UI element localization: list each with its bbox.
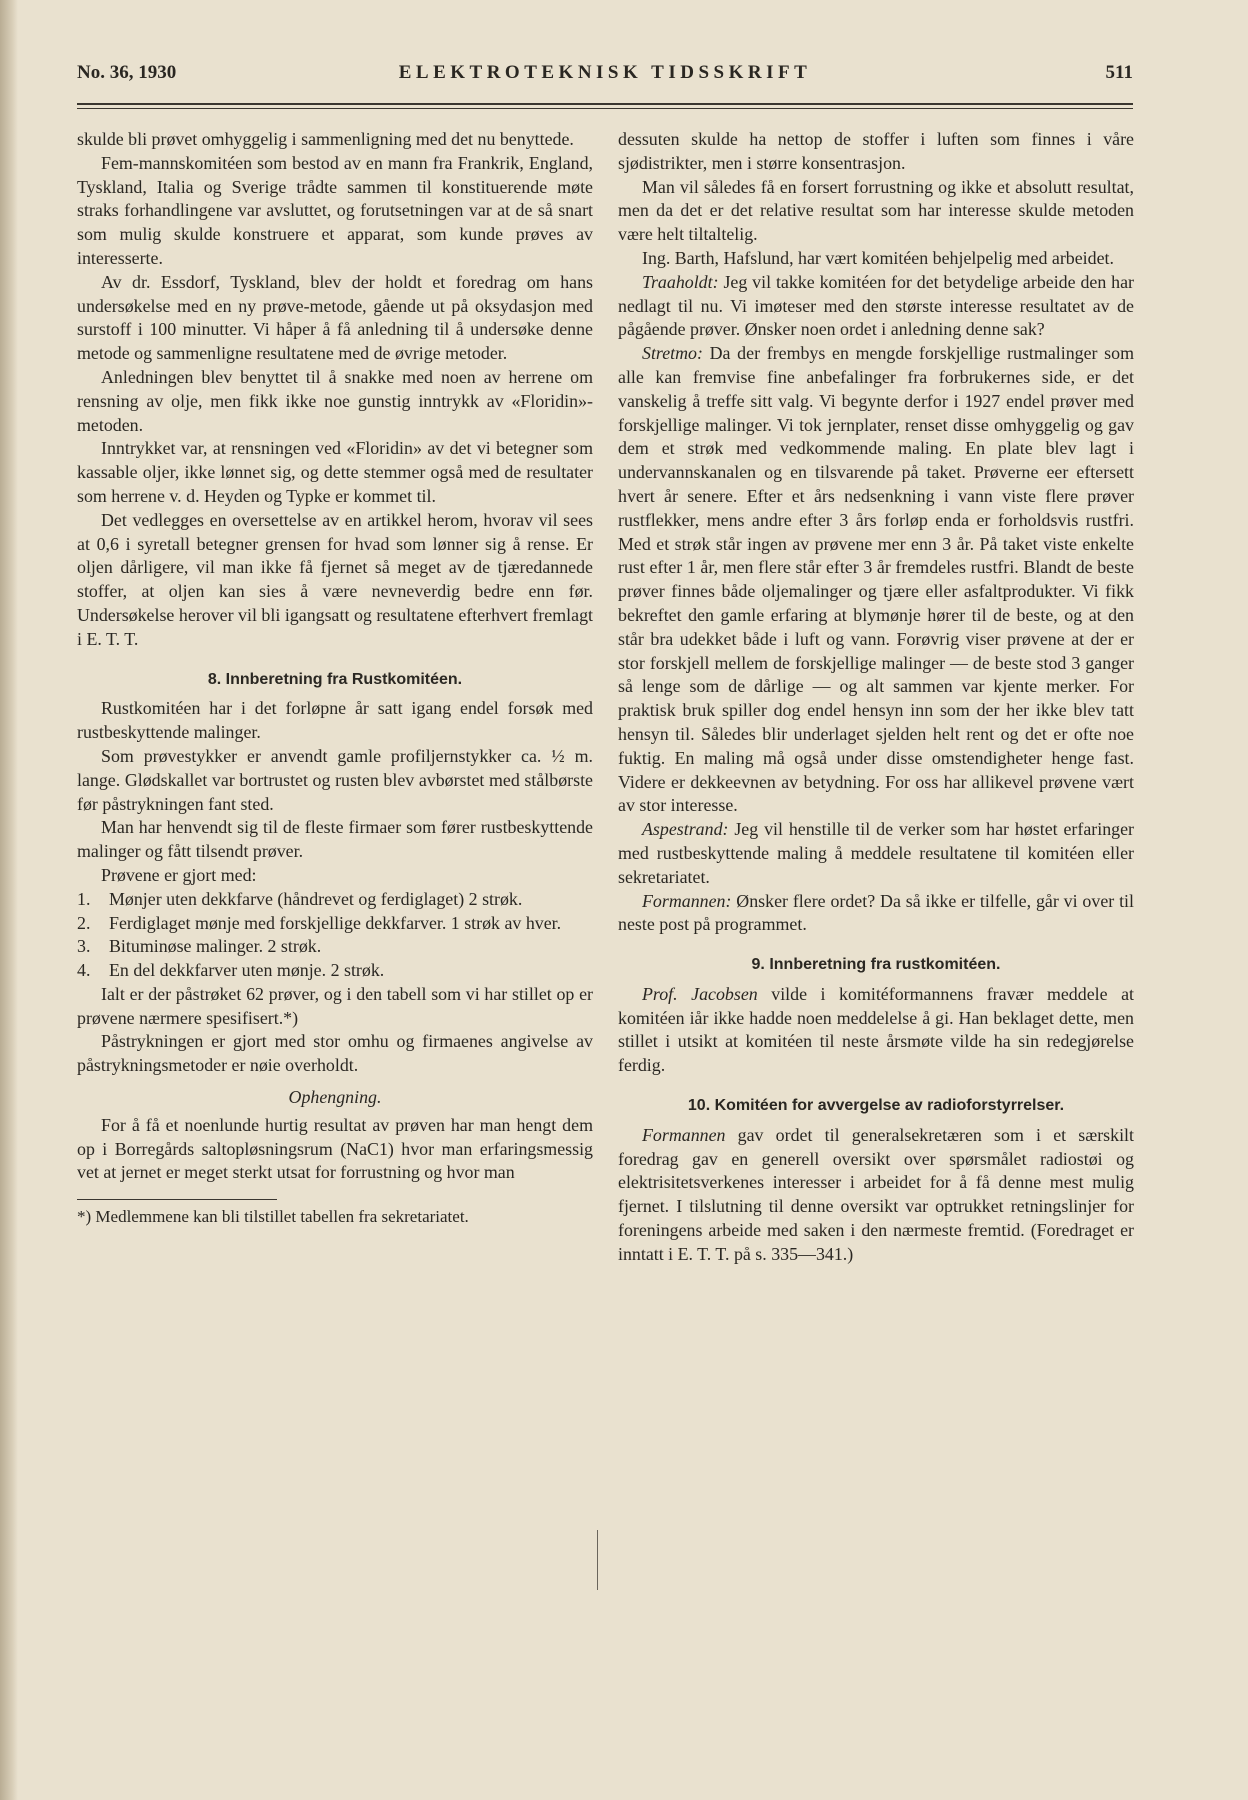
section-heading-8: 8. Innberetning fra Rustkomitéen. bbox=[207, 670, 463, 688]
page-number: 511 bbox=[1105, 62, 1133, 83]
journal-title: ELEKTROTEKNISK TIDSSKRIFT bbox=[398, 62, 812, 83]
page-binding-shadow bbox=[0, 0, 18, 1800]
header-rule-thin bbox=[77, 108, 1133, 109]
list-item: 1. Mønjer uten dekkfarve (håndrevet og ferdiglaget) 2 strøk. bbox=[77, 888, 523, 909]
paragraph: Påstrykningen er gjort med stor omhu og firmaenes angivelse av påstrykningsmetoder er nøie overholdt. bbox=[77, 1031, 593, 1076]
list-item: 4. En del dekkfarver uten mønje. 2 strøk. bbox=[77, 960, 385, 981]
right-column bbox=[618, 128, 1134, 1267]
left-column bbox=[77, 128, 593, 1227]
speaker-name: Formannen: bbox=[642, 890, 732, 911]
running-header bbox=[77, 62, 1133, 92]
paragraph: Av dr. Essdorf, Tyskland, blev der holdt et foredrag om hans undersøkelse med en ny prøve-metode, gående ut på oksydasjon med surstoff i 100 minutter. Vi håper å få anledning til å undersøke denne metode og sammenligne resultatene med de øvrige metoder. bbox=[77, 271, 593, 364]
paragraph: Ing. Barth, Hafslund, har vært komitéen behjelpelig med arbeidet. bbox=[642, 247, 1114, 268]
paragraph: Prof. Jacobsen vilde i komitéformannens fravær meddele at komitéen iår ikke hadde noen meddelelse å gi. Han beklaget dette, men stillet i utsikt at komitéen til neste årsmøte vilde ha sin redegjørelse ferdig. bbox=[618, 983, 1134, 1076]
speaker-name: Traaholdt: bbox=[642, 271, 719, 292]
paragraph: dessuten skulde ha nettop de stoffer i luften som finnes i våre sjødistrikter, men i større konsentrasjon. bbox=[618, 129, 1134, 173]
column-divider bbox=[597, 1530, 598, 1590]
paragraph: Aspestrand: Jeg vil henstille til de verker som har høstet erfaringer med rustbeskyttende maling å meddele resultatene til komitéen eller sekretariatet. bbox=[618, 819, 1134, 887]
paragraph: Som prøvestykker er anvendt gamle profiljernstykker ca. ½ m. lange. Glødskallet var bortrustet og rusten blev avbørstet med stålbørste før påstrykningen fant sted. bbox=[77, 745, 593, 814]
list-item: 2. Ferdiglaget mønje med forskjellige dekkfarver. 1 strøk av hver. bbox=[77, 912, 562, 933]
paragraph: Formannen gav ordet til generalsekretæren som i et særskilt foredrag gav en generell oversikt over spørsmålet radiostøi og elektrisitetsverkenes interesser i arbeidet for å få denne mest mulig fjernet. I tilslutning til denne oversikt var optrukket retningslinjer for foreningens arbeide med saken i den nærmeste fremtid. (Foredraget er inntatt i E. T. T. på s. 335—341.) bbox=[618, 1124, 1134, 1264]
paragraph: Man vil således få en forsert forrustning og ikke et absolutt resultat, men da det er det relative resultat som har interesse skulde metoden være helt tiltaltelig. bbox=[618, 176, 1134, 245]
speaker-name: Aspestrand: bbox=[642, 819, 729, 840]
section-heading-10: 10. Komitéen for avvergelse av radioforstyrrelser. bbox=[687, 1097, 1065, 1115]
paragraph: For å få et noenlunde hurtig resultat av prøven har man hengt dem op i Borregårds saltopløsningsrum (NaC1) hvor man erfaringsmessig vet at jernet er meget sterkt utsat for forrustning og hvor man bbox=[77, 1114, 593, 1183]
paragraph: Man har henvendt sig til de fleste firmaer som fører rustbeskyttende malinger og fått tilsendt prøver. bbox=[77, 817, 593, 862]
subheading-ophengning: Ophengning. bbox=[288, 1087, 382, 1108]
speaker-name: Formannen bbox=[642, 1124, 726, 1145]
paragraph: Prøvene er gjort med: bbox=[101, 864, 257, 885]
footnote: *) Medlemmene kan bli tilstillet tabellen fra sekretariatet. bbox=[77, 1207, 469, 1227]
paragraph: Traaholdt: Jeg vil takke komitéen for det betydelige arbeide den har nedlagt til nu. Vi imøteser med den største interesse resultatet av de pågående prøver. Ønsker noen ordet i anledning denne sak? bbox=[618, 271, 1134, 340]
section-heading-9: 9. Innberetning fra rustkomitéen. bbox=[751, 956, 1001, 974]
footnote-rule bbox=[77, 1199, 277, 1200]
paragraph: Stretmo: Da der frembys en mengde forskjellige rustmalinger som alle kan fremvise fine anbefalinger fra forbrukernes side, er det vanskelig å treffe sitt valg. Vi begynte derfor i 1927 endel prøver med forskjellige malinger. Vi tok jernplater, renset disse omhyggelig og gav dem et strøk med vedkommende maling. En plate blev lagt i undervannskanalen og en tilsvarende på taket. Prøverne eer eftersett hvert år senere. Efter et års nedsenkning i vann viste flere prøver rustflekker, mens andre efter 3 års forløp enda er forholdsvis rustfri. Med et strøk står ingen av prøvene mer enn 3 år. På taket viste enkelte rust efter 1 år, men flere står efter 3 år fremdeles rustfri. Blandt de beste prøver finnes både oljemalinger og tjære eller asfaltprodukter. Vi fikk bekreftet den gamle erfaring at blymønje hører til de beste, og at den står bra udekket både i luft og vann. Forøvrig viser prøvene at der er stor forskjell mellem de forskjellige malinger — de beste stod 3 ganger så lenge som de dårlige — og alt sammen var kjente merker. For praktisk bruk spiller dog endel hensyn inn som der her ikke blev tatt hensyn til. Således blir underlaget sjelden helt rent og det er ofte noe fuktig. En maling må også under disse omstendigheter henge fast. Videre er dekkeevnen av betydning. For oss har allikevel prøvene vært av stor interesse. bbox=[618, 343, 1134, 816]
paragraph: Rustkomitéen har i det forløpne år satt igang endel forsøk med rustbeskyttende malinger. bbox=[77, 698, 593, 743]
speaker-name: Stretmo: bbox=[642, 343, 703, 364]
paragraph: Inntrykket var, at rensningen ved «Floridin» av det vi betegner som kassable oljer, ikke lønnet sig, og dette stemmer også med de resultater som herrene v. d. Heyden og Typke er kommet til. bbox=[77, 438, 593, 506]
issue-number: No. 36, 1930 bbox=[77, 62, 177, 83]
list-item: 3. Bituminøse malinger. 2 strøk. bbox=[77, 936, 322, 957]
speaker-name: Prof. Jacobsen bbox=[642, 983, 758, 1004]
test-list bbox=[77, 888, 593, 983]
paragraph: Ialt er der påstrøket 62 prøver, og i den tabell som vi har stillet op er prøvene nærmere spesifisert.*) bbox=[77, 983, 593, 1028]
paragraph: Formannen: Ønsker flere ordet? Da så ikke er tilfelle, går vi over til neste post på programmet. bbox=[618, 890, 1134, 935]
paragraph: Fem-mannskomitéen som bestod av en mann fra Frankrik, England, Tyskland, Italia og Sverige trådte sammen til konstituerende møte straks forhandlingene var avsluttet, og forutsetningen var at de så snart som mulig skulde konstruere et apparat, som kunde prøves av interesserte. bbox=[77, 152, 593, 268]
paragraph: skulde bli prøvet omhyggelig i sammenligning med det nu benyttede. bbox=[77, 129, 574, 149]
paragraph: Anledningen blev benyttet til å snakke med noen av herrene om rensning av olje, men fikk ikke noe gunstig inntrykk av «Floridin»-metoden. bbox=[77, 366, 593, 435]
paragraph: Det vedlegges en oversettelse av en artikkel herom, hvorav vil sees at 0,6 i syretall betegner grensen for hvad som lønner sig å rense. Er oljen dårligere, vil man ikke få fjernet så meget av de tjæredannede stoffer, at oljen kan sies å være nevneverdig bedre enn før. Undersøkelse herover vil bli igangsatt og resultatene efterhvert fremlagt i E. T. T. bbox=[77, 509, 593, 649]
header-rule-thick bbox=[77, 103, 1133, 105]
